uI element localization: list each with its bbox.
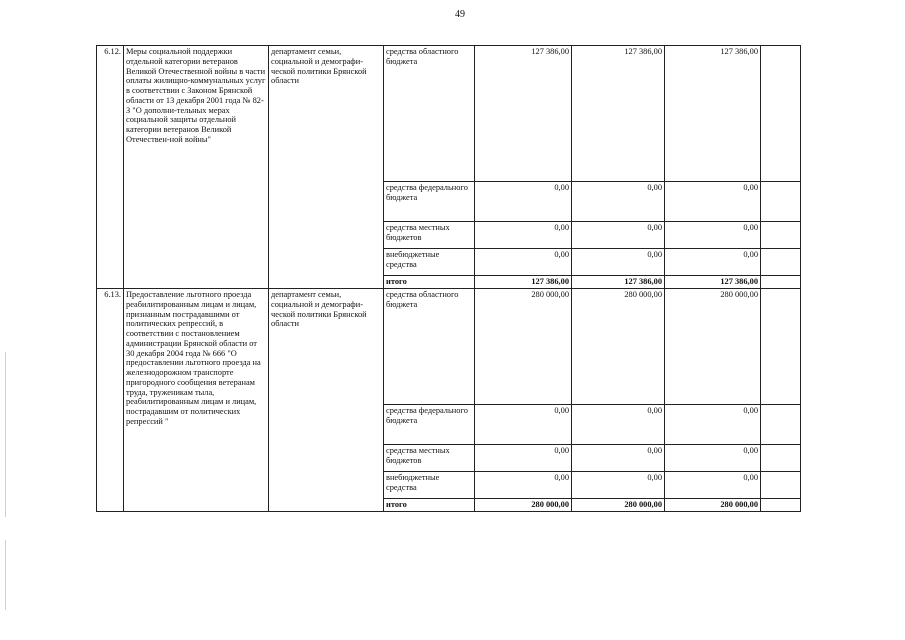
funding-source-total: итого bbox=[384, 276, 475, 289]
total-year-3: 127 386,00 bbox=[665, 276, 761, 289]
value-year-2: 0,00 bbox=[572, 472, 665, 499]
scan-edge-mark bbox=[5, 540, 6, 610]
value-year-3: 0,00 bbox=[665, 445, 761, 472]
table-row bbox=[97, 289, 801, 405]
table-row bbox=[97, 46, 801, 182]
value-year-1: 0,00 bbox=[475, 182, 572, 222]
funding-source: средства областного бюджета bbox=[384, 46, 475, 182]
value-year-2: 0,00 bbox=[572, 249, 665, 276]
value-year-3: 127 386,00 bbox=[665, 46, 761, 182]
measure-description: Предоставление льготного проезда реабилитированным лицам и лицам, признанным пострадавшими от политических репрессий, в соответствии с постановлением администрации Брянской области от 30 декабря 2004 года № 666 "О предоставлении льготного проезда на железнодорожном транспорте пригородного сообщения ветеранам труда, труженикам тыла, реабилитированным лицам и лицам, пострадавшим от политических репрессий " bbox=[124, 289, 269, 512]
value-year-3: 0,00 bbox=[665, 182, 761, 222]
value-year-1: 0,00 bbox=[475, 445, 572, 472]
value-year-1: 0,00 bbox=[475, 222, 572, 249]
empty-cell bbox=[761, 499, 801, 512]
empty-cell bbox=[761, 472, 801, 499]
funding-source: средства областного бюджета bbox=[384, 289, 475, 405]
empty-cell bbox=[761, 445, 801, 472]
empty-cell bbox=[761, 405, 801, 445]
total-year-2: 127 386,00 bbox=[572, 276, 665, 289]
empty-cell bbox=[761, 46, 801, 182]
value-year-2: 280 000,00 bbox=[572, 289, 665, 405]
value-year-3: 0,00 bbox=[665, 472, 761, 499]
empty-cell bbox=[761, 276, 801, 289]
value-year-2: 0,00 bbox=[572, 222, 665, 249]
measure-description: Меры социальной поддержки отдельной категории ветеранов Великой Отечественной войны в части оплаты жилищно-коммунальных услуг в соответствии с Законом Брянской области от 13 декабря 2001 года № 82-З "О дополни-тельных мерах социальной защиты отдельной категории ветеранов Великой Отечествен-ной войны" bbox=[124, 46, 269, 289]
value-year-2: 0,00 bbox=[572, 445, 665, 472]
row-number: 6.13. bbox=[97, 289, 124, 512]
value-year-2: 127 386,00 bbox=[572, 46, 665, 182]
value-year-2: 0,00 bbox=[572, 405, 665, 445]
value-year-1: 0,00 bbox=[475, 249, 572, 276]
value-year-1: 0,00 bbox=[475, 405, 572, 445]
empty-cell bbox=[761, 249, 801, 276]
funding-source: внебюджетные средства bbox=[384, 472, 475, 499]
funding-source-total: итого bbox=[384, 499, 475, 512]
total-year-3: 280 000,00 bbox=[665, 499, 761, 512]
total-year-1: 280 000,00 bbox=[475, 499, 572, 512]
value-year-3: 0,00 bbox=[665, 222, 761, 249]
funding-source: средства местных бюджетов bbox=[384, 445, 475, 472]
value-year-2: 0,00 bbox=[572, 182, 665, 222]
value-year-1: 0,00 bbox=[475, 472, 572, 499]
executor: департамент семьи, социальной и демографи-ческой политики Брянской области bbox=[269, 46, 384, 289]
row-number: 6.12. bbox=[97, 46, 124, 289]
funding-source: внебюджетные средства bbox=[384, 249, 475, 276]
value-year-1: 280 000,00 bbox=[475, 289, 572, 405]
total-year-1: 127 386,00 bbox=[475, 276, 572, 289]
value-year-3: 0,00 bbox=[665, 405, 761, 445]
funding-source: средства федерального бюджета bbox=[384, 405, 475, 445]
funding-source: средства местных бюджетов bbox=[384, 222, 475, 249]
value-year-1: 127 386,00 bbox=[475, 46, 572, 182]
page-number: 49 bbox=[455, 9, 465, 20]
executor: департамент семьи, социальной и демографи-ческой политики Брянской области bbox=[269, 289, 384, 512]
value-year-3: 0,00 bbox=[665, 249, 761, 276]
budget-table bbox=[96, 45, 801, 512]
scan-edge-mark bbox=[5, 352, 6, 517]
empty-cell bbox=[761, 182, 801, 222]
empty-cell bbox=[761, 289, 801, 405]
value-year-3: 280 000,00 bbox=[665, 289, 761, 405]
empty-cell bbox=[761, 222, 801, 249]
total-year-2: 280 000,00 bbox=[572, 499, 665, 512]
funding-source: средства федерального бюджета bbox=[384, 182, 475, 222]
